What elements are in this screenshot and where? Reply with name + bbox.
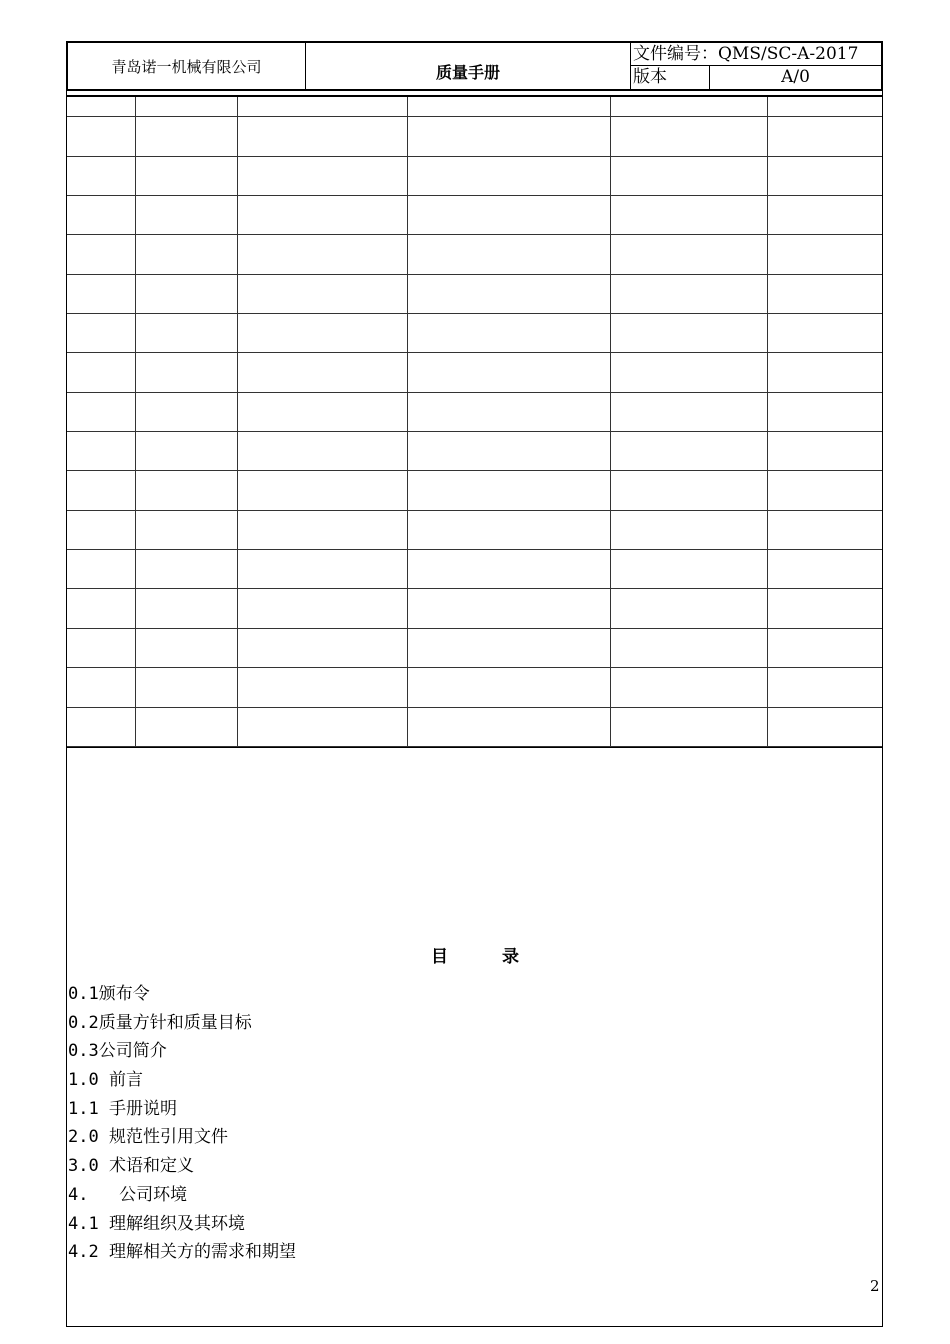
table-row: [67, 432, 882, 471]
table-cell: [135, 235, 237, 274]
table-cell: [767, 510, 882, 549]
table-cell: [407, 274, 610, 313]
table-cell: [67, 392, 135, 431]
table-cell: [135, 97, 237, 117]
toc-item: 0.1颁布令: [68, 984, 150, 1004]
table-row: [67, 156, 882, 195]
table-cell: [237, 550, 407, 589]
table-cell: [135, 353, 237, 392]
table-row: [67, 195, 882, 234]
table-cell: [610, 589, 767, 628]
table-cell: [135, 628, 237, 667]
table-row: [67, 589, 882, 628]
table-cell: [407, 550, 610, 589]
table-cell: [237, 471, 407, 510]
table-cell: [610, 432, 767, 471]
table-cell: [767, 353, 882, 392]
table-cell: [237, 117, 407, 156]
table-cell: [237, 97, 407, 117]
table-cell: [610, 392, 767, 431]
table-cell: [237, 156, 407, 195]
table-cell: [610, 550, 767, 589]
table-cell: [67, 195, 135, 234]
table-cell: [67, 471, 135, 510]
company-name: 青岛诺一机械有限公司: [68, 43, 306, 89]
table-row: [67, 550, 882, 589]
table-row: [67, 668, 882, 707]
table-cell: [407, 589, 610, 628]
table-cell: [67, 117, 135, 156]
table-cell: [610, 353, 767, 392]
table-cell: [237, 668, 407, 707]
table-cell: [407, 235, 610, 274]
table-cell: [767, 117, 882, 156]
table-row: [67, 471, 882, 510]
table-cell: [767, 392, 882, 431]
table-cell: [407, 510, 610, 549]
table-cell: [767, 550, 882, 589]
table-cell: [135, 392, 237, 431]
table-cell: [237, 707, 407, 746]
version-label: 版本: [633, 67, 667, 87]
table-cell: [67, 432, 135, 471]
table-cell: [767, 313, 882, 352]
table-cell: [135, 313, 237, 352]
table-cell: [67, 589, 135, 628]
table-cell: [610, 117, 767, 156]
table-cell: [67, 628, 135, 667]
table-cell: [135, 510, 237, 549]
table-cell: [237, 235, 407, 274]
table-cell: [767, 471, 882, 510]
doc-number: 文件编号：QMS/SC-A-2017: [631, 43, 881, 66]
table-cell: [135, 589, 237, 628]
table-row: [67, 117, 882, 156]
table-row: [67, 235, 882, 274]
table-cell: [407, 313, 610, 352]
toc-item: 0.3公司简介: [68, 1041, 167, 1062]
table-cell: [610, 668, 767, 707]
table-cell: [67, 156, 135, 195]
table-cell: [610, 195, 767, 234]
table-cell: [135, 550, 237, 589]
table-cell: [237, 353, 407, 392]
table-cell: [610, 471, 767, 510]
table-cell: [767, 668, 882, 707]
table-cell: [610, 156, 767, 195]
table-cell: [407, 117, 610, 156]
table-cell: [67, 97, 135, 117]
table-cell: [237, 195, 407, 234]
table-cell: [407, 707, 610, 746]
table-cell: [135, 707, 237, 746]
table-cell: [237, 510, 407, 549]
document-header: [66, 41, 883, 91]
table-cell: [407, 353, 610, 392]
table-cell: [135, 668, 237, 707]
table-cell: [237, 274, 407, 313]
table-cell: [135, 195, 237, 234]
table-cell: [237, 628, 407, 667]
table-cell: [407, 628, 610, 667]
table-row: [67, 313, 882, 352]
table-cell: [767, 628, 882, 667]
table-cell: [67, 668, 135, 707]
table-cell: [767, 195, 882, 234]
table-cell: [407, 97, 610, 117]
table-cell: [67, 707, 135, 746]
table-cell: [135, 274, 237, 313]
table-cell: [67, 353, 135, 392]
toc-item: 4.2 理解相关方的需求和期望: [68, 1242, 296, 1263]
table-cell: [135, 117, 237, 156]
toc-item: 4.1 理解组织及其环境: [68, 1213, 245, 1234]
table-cell: [135, 432, 237, 471]
table-cell: [237, 432, 407, 471]
blank-record-table: [67, 95, 882, 748]
toc-item: 4. 公司环境: [68, 1184, 188, 1205]
toc-title: 目 录: [431, 947, 519, 967]
table-cell: [135, 156, 237, 195]
page-number: 2: [870, 1277, 880, 1295]
table-cell: [610, 313, 767, 352]
table-cell: [767, 235, 882, 274]
table-cell: [407, 471, 610, 510]
table-cell: [610, 235, 767, 274]
table-row: [67, 510, 882, 549]
toc-item: 2.0 规范性引用文件: [68, 1127, 228, 1148]
table-cell: [767, 156, 882, 195]
table-cell: [67, 274, 135, 313]
toc-item: 1.0 前言: [68, 1070, 143, 1091]
table-cell: [767, 707, 882, 746]
table-cell: [237, 313, 407, 352]
table-cell: [67, 235, 135, 274]
toc-item: 1.1 手册说明: [68, 1098, 177, 1119]
version-value: A/0: [781, 67, 810, 87]
toc-list: [68, 980, 296, 1267]
table-cell: [767, 432, 882, 471]
table-cell: [610, 707, 767, 746]
table-row: [67, 392, 882, 431]
table-row: [67, 353, 882, 392]
table-cell: [407, 392, 610, 431]
table-row: [67, 274, 882, 313]
table-cell: [407, 668, 610, 707]
table-cell: [135, 471, 237, 510]
document-meta: [631, 43, 881, 89]
table-cell: [407, 156, 610, 195]
table-cell: [237, 392, 407, 431]
table-cell: [67, 313, 135, 352]
table-row: [67, 628, 882, 667]
table-cell: [767, 274, 882, 313]
table-cell: [67, 550, 135, 589]
toc-item: 3.0 术语和定义: [68, 1156, 194, 1177]
table-cell: [767, 97, 882, 117]
version-row: [631, 66, 881, 89]
table-cell: [237, 589, 407, 628]
table-cell: [407, 432, 610, 471]
table-cell: [407, 195, 610, 234]
table-cell: [610, 510, 767, 549]
table-cell: [67, 510, 135, 549]
table-cell: [610, 97, 767, 117]
toc-item: 0.2质量方针和质量目标: [68, 1012, 252, 1033]
table-row: [67, 97, 882, 117]
table-row: [67, 707, 882, 746]
document-title: 质量手册: [306, 43, 631, 89]
table-cell: [610, 628, 767, 667]
table-cell: [767, 589, 882, 628]
table-cell: [610, 274, 767, 313]
